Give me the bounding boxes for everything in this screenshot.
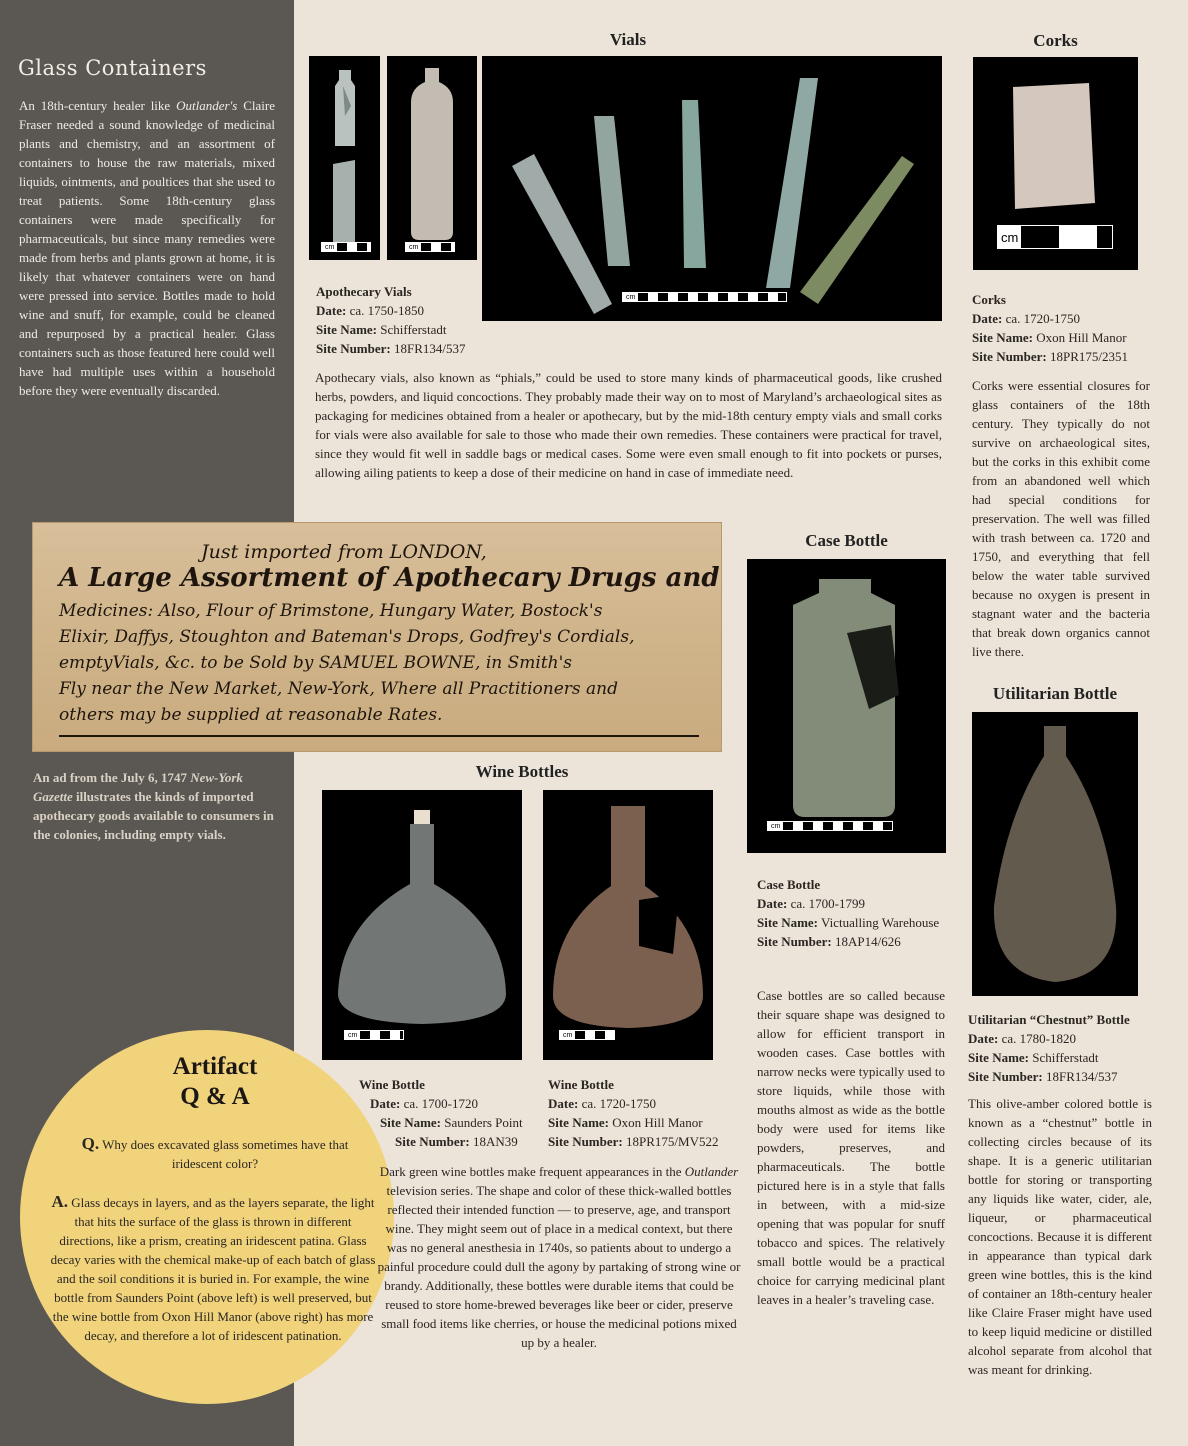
vials-metadata: Apothecary Vials Date: ca. 1750-1850 Site Name: Schifferstadt Site Number: 18FR134/537 bbox=[316, 284, 466, 356]
qa-question: Q. Why does excavated glass sometimes have that iridescent color? bbox=[81, 1134, 349, 1171]
vial-photo-tall: cm bbox=[387, 56, 477, 260]
vials-heading: Vials bbox=[609, 30, 647, 49]
ad-line: Fly near the New Market, New-York, Where all Practitioners and bbox=[59, 679, 619, 699]
ad-rule bbox=[59, 735, 699, 737]
ad-line: Just imported from LONDON, bbox=[201, 541, 487, 563]
ad-line: emptyVials, &c. to be Sold by SAMUEL BOWNE, in Smith's bbox=[59, 653, 573, 673]
case-bottle-metadata: Case Bottle Date: ca. 1700-1799 Site Name: Victualling Warehouse Site Number: 18AP14/626 bbox=[757, 877, 940, 949]
ad-line: Medicines: Also, Flour of Brimstone, Hungary Water, Bostock's bbox=[59, 601, 603, 621]
case-bottle-photo: cm bbox=[747, 559, 946, 853]
wine-bottle-left-metadata: Wine Bottle Date: ca. 1700-1720 Site Name: Saunders Point Site Number: 18AN39 bbox=[359, 1077, 523, 1149]
utilitarian-heading: Utilitarian Bottle bbox=[992, 684, 1118, 703]
wine-bottles-heading: Wine Bottles bbox=[475, 762, 569, 781]
cork-photo: cm bbox=[973, 57, 1138, 270]
qa-answer: A. Glass decays in layers, and as the layers separate, the light that hits the surface of the glass is thrown in different directions, like a prism, creating an iridescent patina. Glass decay varies with the chemical make-up of each batch of glass and the soil conditions it is buried in. For example, the wine bottle from Saunders Point (above left) is well preserved, but the wine bottle from Oxon Hill Manor (above right) has more decay, and therefore a lot of iridescent patination. bbox=[50, 1192, 376, 1343]
wine-bottle-photo-right: cm bbox=[543, 790, 713, 1060]
qa-title: Artifact Q & A bbox=[172, 1053, 258, 1110]
wine-bottle-photo-left: cm bbox=[322, 790, 522, 1060]
ad-caption: An ad from the July 6, 1747 New-York Gazette illustrates the kinds of imported apothecary goods available to consumers in the colonies, including empty vials. bbox=[33, 770, 274, 842]
case-bottle-heading: Case Bottle bbox=[805, 531, 888, 550]
corks-heading: Corks bbox=[1033, 31, 1078, 50]
utilitarian-description: This olive-amber colored bottle is known as a “chestnut” bottle in collecting circles because of its shape. It is a generic utilitarian bottle for storing or transporting any liquids like water, cider, ale, liqueur, or pharmaceutical concoctions. Because it is different in appearance than typical dark green wine bottles, this is the kind of container an 18th-century healer like Claire Fraser might have used to keep liquid medicine or distilled alcohol separate from alcohol that was meant for drinking. bbox=[968, 1096, 1152, 1377]
vials-group-photo: cm bbox=[482, 56, 942, 321]
newspaper-ad-image bbox=[32, 522, 722, 752]
section-title: Glass Containers bbox=[18, 56, 207, 80]
ad-line: others may be supplied at reasonable Rates. bbox=[59, 705, 443, 725]
corks-description: Corks were essential closures for glass containers of the 18th century. They typically do not survive on archaeological sites, but the corks in this exhibit come from an abandoned well which had special conditions for preservation. The well was filled with trash between ca. 1720 and 1750, and everything that fell below the water table survived because no oxygen is present in stagnant water and the bacteria that break down organics cannot live there. bbox=[972, 378, 1150, 659]
wine-bottle-right-metadata: Wine Bottle Date: ca. 1720-1750 Site Name: Oxon Hill Manor Site Number: 18PR175/MV522 bbox=[548, 1077, 719, 1149]
vial-photo-left: cm bbox=[309, 56, 380, 260]
intro-paragraph: An 18th-century healer like Outlander's Claire Fraser needed a sound knowledge of medicinal plants and chemistry, and an assortment of containers to house the raw materials, mixed liquids, ointments, and poultices that she used to treat patients. Some 18th-century glass containers were made specifically for pharmaceuticals, but since many remedies were made from herbs and plants grown at home, it is likely that whatever containers were on hand were pressed into service. Bottles made to hold wine and snuff, for example, could be cleaned and repurposed by a practical healer. Glass containers such as those featured here could well have had multiple uses within a household before they were eventually discarded. bbox=[19, 98, 276, 398]
corks-metadata: Corks Date: ca. 1720-1750 Site Name: Oxon Hill Manor Site Number: 18PR175/2351 bbox=[972, 292, 1129, 364]
vials-description: Apothecary vials, also known as “phials,” could be used to store many kinds of pharmaceutical goods, like crushed herbs, powders, and liquid concoctions. They probably made their way on to most of Maryland’s archaeological sites as packaging for medicines obtained from a healer or apothecary, but by the mid-18th century empty vials and small corks for vials were also available for sale to those who made their own remedies. These containers were practical for travel, since they would fit well in saddle bags or medical cases. Some were even small enough to fit into pockets or purses, allowing ailing patients to keep a dose of their medicine on hand in case of immediate need. bbox=[315, 370, 942, 480]
ad-line: Elixir, Daffys, Stoughton and Bateman's Drops, Godfrey's Cordials, bbox=[59, 627, 635, 647]
case-bottle-description: Case bottles are so called because their square shape was designed to allow for efficient transport in wooden cases. Case bottles with narrow necks were typically used to store liquids, while those with mouths almost as wide as the bottle body were used for items like powders, preserves, and pharmaceuticals. The bottle pictured here is in a style that falls in between, with a mid-size opening that was popular for snuff tobacco and spices. The relatively small bottle would be a practical choice for carrying medicinal plant leaves in a healer’s traveling case. bbox=[757, 988, 945, 1307]
utilitarian-bottle-photo bbox=[972, 712, 1138, 996]
ad-line: A Large Assortment of Apothecary Drugs and bbox=[59, 563, 720, 593]
wine-description: Dark green wine bottles make frequent appearances in the Outlander television series. The shape and color of these thick-walled bottles reflected their intended function — to preserve, age, and transport wine. They might seem out of place in a medical context, but there was no general anesthesia in 1740s, so patients about to undergo a painful procedure could dull the agony by partaking of strong wine or brandy. Additionally, these bottles were durable items that could be reused to store home-brewed beverages like beer or cider, preserve small food items like cherries, or house the medicinal potions mixed up by a healer. bbox=[377, 1164, 741, 1350]
utilitarian-metadata: Utilitarian “Chestnut” Bottle Date: ca. 1780-1820 Site Name: Schifferstadt Site Number: 18FR134/537 bbox=[968, 1012, 1130, 1084]
